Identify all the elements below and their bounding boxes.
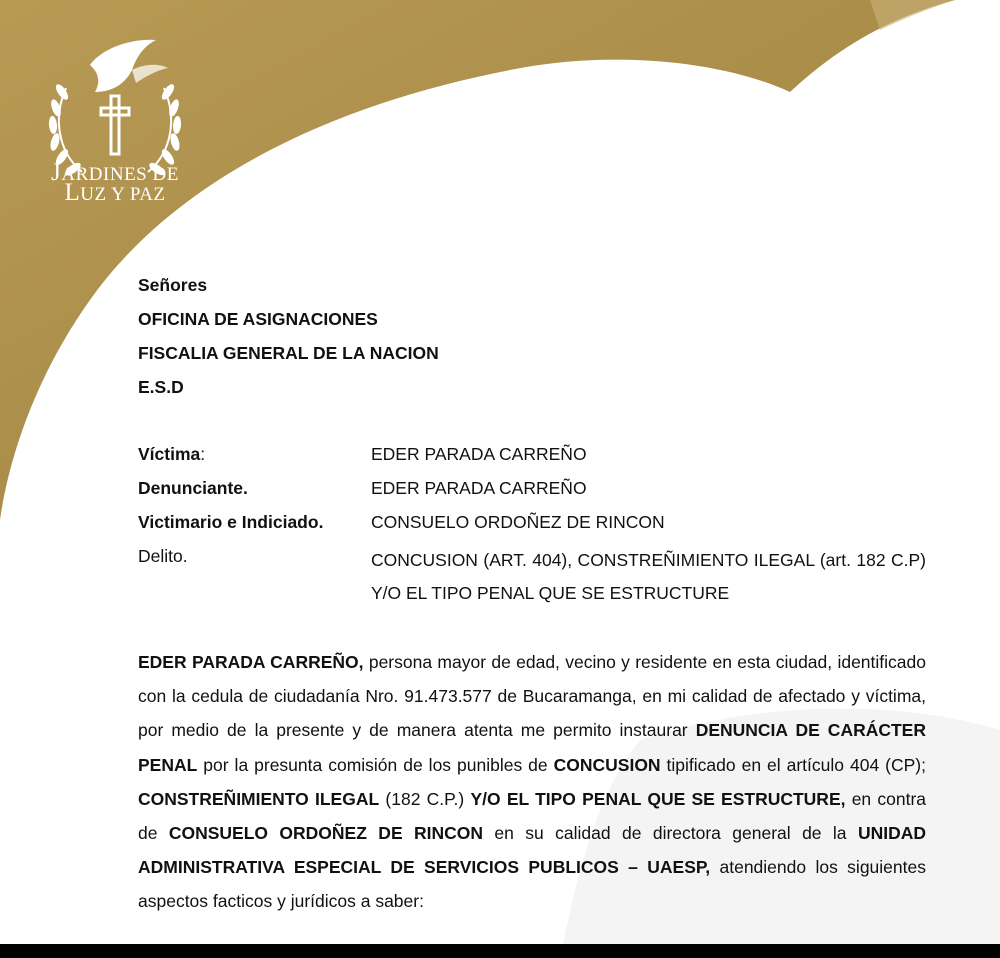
addressee-institution: FISCALIA GENERAL DE LA NACION bbox=[138, 343, 439, 363]
brand-line-1: JARDINES DE bbox=[51, 159, 179, 186]
addressee-esd: E.S.D bbox=[138, 377, 184, 397]
cross-icon bbox=[101, 96, 129, 154]
delito-value: CONCUSION (ART. 404), CONSTREÑIMIENTO ILEGAL (art. 182 C.P) Y/O EL TIPO PENAL QUE SE ESTRUCTURE bbox=[371, 550, 926, 603]
complaint-type: DENUNCIA DE CARÁCTER PENAL bbox=[138, 720, 926, 775]
complainant-name: EDER PARADA CARREÑO, bbox=[138, 652, 364, 672]
crime-concusion: CONCUSION bbox=[553, 754, 661, 775]
delito-label: Delito. bbox=[138, 546, 188, 566]
addressee-salutation: Señores bbox=[138, 275, 208, 295]
complaint-paragraph: EDER PARADA CARREÑO, persona mayor de edad, vecino y residente en esta ciudad, identificado con la cedula de ciudadanía Nro. 91.473.577 de Bucaramanga, en mi calidad de afectado y víctima, por medio de la presente y de manera atenta me permito instaurar DENUNCIA DE CARÁCTER PENAL por la presunta comisión de los punibles de CONCUSION tipificado en el artículo 404 (CP); CONSTREÑIMIENTO ILEGAL (182 C.P.) Y/O EL TIPO PENAL QUE SE ESTRUCTURE, en contra de CONSUELO ORDOÑEZ DE RINCON en su calidad de directora general de la UNIDAD ADMINISTRATIVA ESPECIAL DE SERVICIOS PUBLICOS – UAESP, atendiendo los siguientes aspectos facticos y jurídicos a saber: bbox=[138, 652, 927, 912]
agency-name: UNIDAD ADMINISTRATIVA ESPECIAL DE SERVICIOS PUBLICOS – UAESP, bbox=[138, 823, 926, 878]
dove-icon bbox=[90, 40, 168, 92]
brand-line-2: LUZ Y PAZ bbox=[64, 179, 166, 206]
victimario-value: CONSUELO ORDOÑEZ DE RINCON bbox=[371, 512, 665, 532]
addressee-office: OFICINA DE ASIGNACIONES bbox=[138, 309, 378, 329]
accused-name: CONSUELO ORDOÑEZ DE RINCON bbox=[168, 823, 484, 844]
victima-value: EDER PARADA CARREÑO bbox=[371, 444, 587, 464]
gold-swoosh-highlight bbox=[870, 0, 955, 30]
victima-label: Víctima: bbox=[138, 444, 206, 464]
victimario-label: Victimario e Indiciado. bbox=[138, 512, 324, 532]
crime-other: Y/O EL TIPO PENAL QUE SE ESTRUCTURE, bbox=[470, 788, 846, 809]
denunciante-label: Denunciante. bbox=[138, 478, 248, 498]
page-bottom-border bbox=[0, 944, 1000, 958]
crime-constrenimiento: CONSTREÑIMIENTO ILEGAL bbox=[138, 788, 380, 809]
denunciante-value: EDER PARADA CARREÑO bbox=[371, 478, 587, 498]
